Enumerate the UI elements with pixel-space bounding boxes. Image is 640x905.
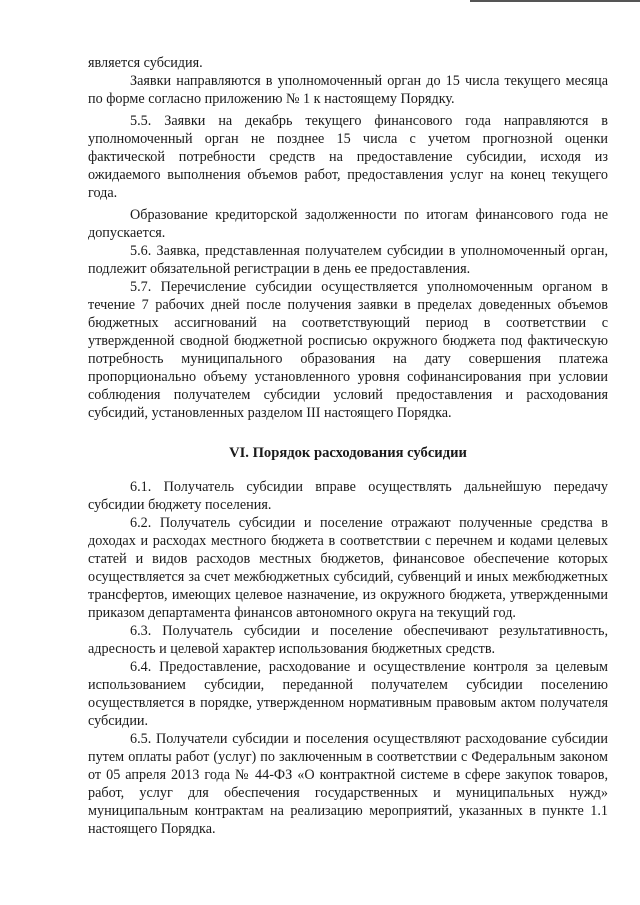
paragraph-continuation: является субсидия. (88, 55, 203, 71)
paragraph-applications-deadline: Заявки направляются в уполномоченный орган до 15 числа текущего месяца по форме согласно приложению № 1 к настоящему Порядку. (88, 73, 608, 107)
paragraph-no-arrears: Образование кредиторской задолженности по итогам финансового года не допускается. (88, 207, 608, 241)
section-heading: VI. Порядок расходования субсидии (229, 445, 467, 461)
document-page (88, 54, 608, 838)
paragraph-6-5: 6.5. Получатели субсидии и поселения осуществляют расходование субсидии путем оплаты работ (услуг) по заключенным в соответствии с Федеральным законом от 05 апреля 2013 года № 44-ФЗ «О контрактной системе в сфере закупок товаров, работ, услуг для обеспечения государственных и муниципальных нужд» муниципальным контрактам на реализацию мероприятий, указанных в пункте 1.1 настоящего Порядка. (88, 731, 608, 837)
scan-edge-rule (470, 0, 640, 2)
paragraph-6-3: 6.3. Получатель субсидии и поселение обеспечивают результативность, адресность и целевой характер использования бюджетных средств. (88, 623, 608, 657)
paragraph-6-1: 6.1. Получатель субсидии вправе осуществлять дальнейшую передачу субсидии бюджету поселения. (88, 479, 608, 513)
paragraph-6-4: 6.4. Предоставление, расходование и осуществление контроля за целевым использованием субсидии, переданной получателем субсидии поселению осуществляется в порядке, утвержденном нормативным правовым актом получателя субсидии. (88, 659, 608, 729)
paragraph-5-7: 5.7. Перечисление субсидии осуществляется уполномоченным органом в течение 7 рабочих дней после получения заявки в пределах доведенных объемов бюджетных ассигнований на соответствующий период в соответствии с утвержденной сводной бюджетной росписью окружного бюджета под фактическую потребность муниципального образования на дату совершения платежа пропорционально объему установленного уровня софинансирования при условии соблюдения получателем субсидии условий предоставления и расходования субсидий, установленных разделом III настоящего Порядка. (88, 279, 608, 421)
paragraph-5-5: 5.5. Заявки на декабрь текущего финансового года направляются в уполномоченный орган не позднее 15 числа с учетом прогнозной оценки фактической потребности средств на предоставление субсидии, исходя из ожидаемого выполнения объемов работ, предоставления услуг на конец текущего года. (88, 113, 608, 201)
paragraph-5-6: 5.6. Заявка, представленная получателем субсидии в уполномоченный орган, подлежит обязательной регистрации в день ее предоставления. (88, 243, 608, 277)
paragraph-6-2: 6.2. Получатель субсидии и поселение отражают полученные средства в доходах и расходах местного бюджета в соответствии с перечнем и кодами целевых статей и видов расходов местных бюджетов, финансовое обеспечение которых осуществляется за счет межбюджетных субсидий, субвенций и иных межбюджетных трансфертов, имеющих целевое назначение, из окружного бюджета, утвержденными приказом департамента финансов автономного округа на текущий год. (88, 515, 608, 621)
